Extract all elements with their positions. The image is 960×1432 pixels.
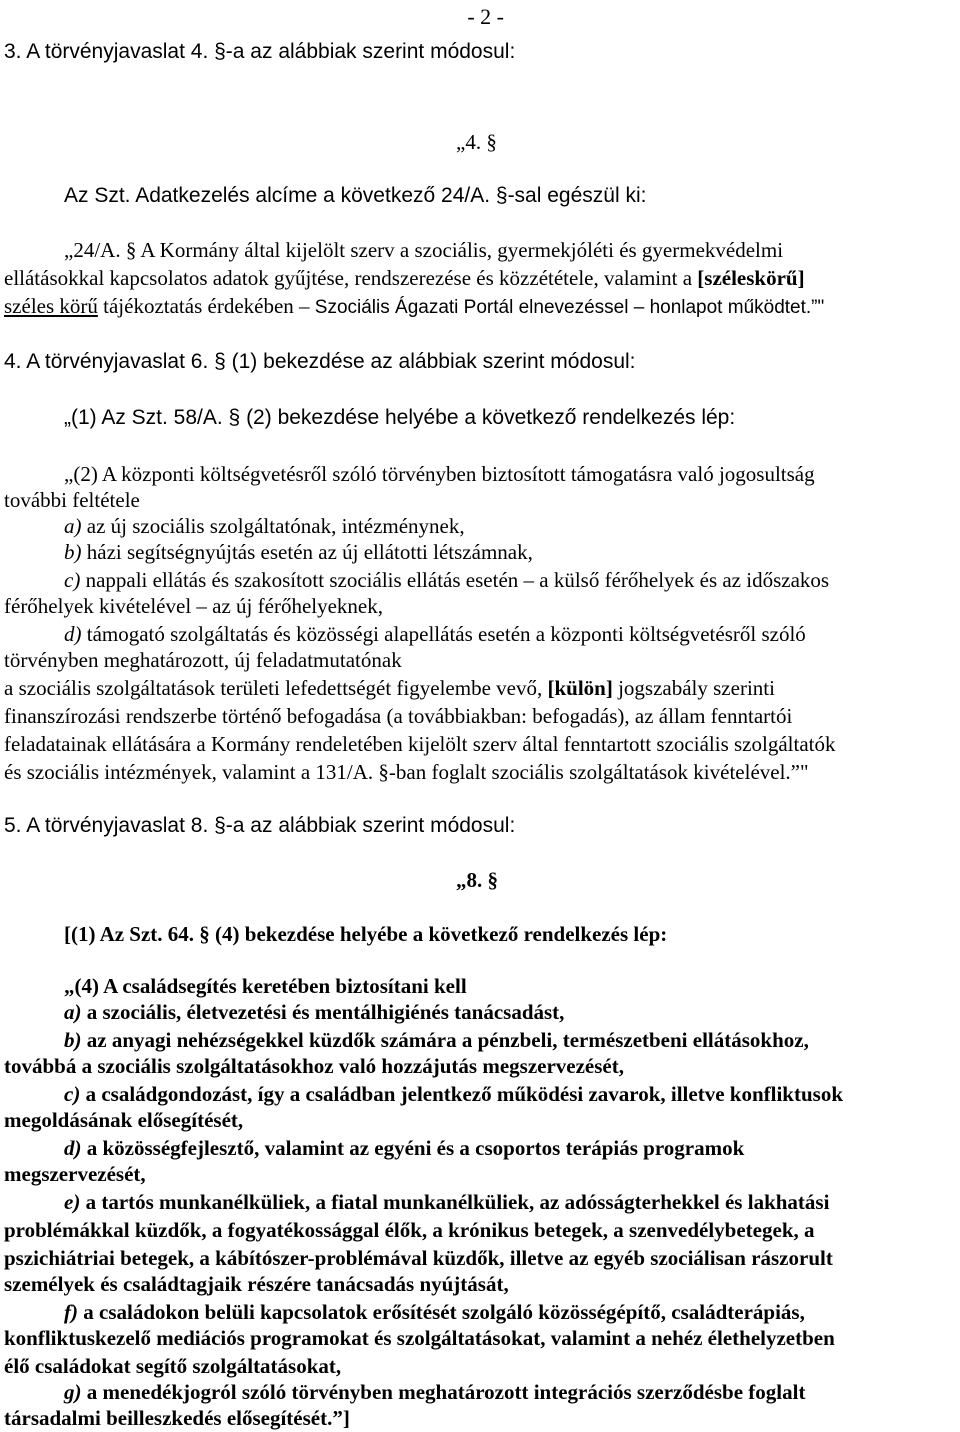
item-5-point-e-cont-2: pszichiátriai betegek, a kábítószer-problémával küzdők, illetve az egyéb szociálisan rászorult	[4, 1246, 833, 1270]
item-4-main-line-2: finanszírozási rendszerbe történő befogadása (a továbbiakban: befogadás), az állam fenntartói	[4, 704, 793, 728]
item-4-point-d-cont: törvényben meghatározott, új feladatmutatónak	[4, 648, 402, 672]
item-5-point-f: f) a családokon belüli kapcsolatok erősítését szolgáló közösségépítő, családterápiás,	[64, 1300, 805, 1324]
item-3-section-mark: „4. §	[456, 130, 497, 154]
item-4-point-a: a) az új szociális szolgáltatónak, intézménynek,	[64, 514, 465, 538]
item-3-paragraph-line-3: széles körű tájékoztatás érdekében – Szociális Ágazati Portál elnevezéssel – honlapot működtet.”"	[4, 294, 825, 318]
page-number: - 2 -	[467, 4, 504, 29]
item-4-point-d: d) támogató szolgáltatás és közösségi alapellátás esetén a központi költségvetésről szóló	[64, 622, 806, 646]
item-5-line-1: „(4) A családsegítés keretében biztosítani kell	[64, 974, 467, 998]
item-5-point-b: b) az anyagi nehézségekkel küzdők számára a pénzbeli, természetbeni ellátásokhoz,	[64, 1028, 809, 1052]
item-5-point-f-cont-2: élő családokat segítő szolgáltatásokat,	[4, 1354, 342, 1378]
item-4-line-2: további feltétele	[4, 488, 140, 512]
item-5-point-c-cont: megoldásának elősegítését,	[4, 1108, 244, 1132]
item-5-point-c: c) a családgondozást, így a családban jelentkező működési zavarok, illetve konfliktusok	[64, 1082, 844, 1106]
item-4-point-c-cont: férőhelyek kivételével – az új férőhelyeknek,	[4, 594, 383, 618]
item-5-point-f-cont-1: konfliktuskezelő mediációs programokat és szolgáltatásokat, valamint a nehéz élethelyzetben	[4, 1326, 835, 1350]
item-3-heading: 3. A törvényjavaslat 4. §-a az alábbiak szerint módosul:	[4, 40, 516, 63]
item-5-point-e: e) a tartós munkanélküliek, a fiatal munkanélküliek, az adósságterhekkel és lakhatási	[64, 1190, 830, 1214]
item-4-quote: „(1) Az Szt. 58/A. § (2) bekezdése helyébe a következő rendelkezés lép:	[64, 406, 736, 429]
item-4-main-line-3: feladatainak ellátására a Kormány rendeletében kijelölt szerv által fenntartott szociális szolgáltatók	[4, 732, 836, 756]
item-5-point-g: g) a menedékjogról szóló törvényben meghatározott integrációs szerződésbe foglalt	[64, 1380, 806, 1404]
item-5-point-a: a) a szociális, életvezetési és mentálhigiénés tanácsadást,	[64, 1000, 565, 1024]
item-3-intro: Az Szt. Adatkezelés alcíme a következő 24/A. §-sal egészül ki:	[64, 184, 647, 207]
item-5-bracket-start: [(1) Az Szt. 64. § (4) bekezdése helyébe a következő rendelkezés lép:	[64, 922, 668, 946]
item-3-paragraph-line-1: „24/A. § A Kormány által kijelölt szerv a szociális, gyermekjóléti és gyermekvédelmi	[64, 238, 784, 262]
item-5-section-mark: „8. §	[456, 868, 498, 892]
item-4-heading: 4. A törvényjavaslat 6. § (1) bekezdése az alábbiak szerint módosul:	[4, 350, 636, 373]
item-4-point-b: b) házi segítségnyújtás esetén az új ellátotti létszámnak,	[64, 540, 533, 564]
item-5-point-d-cont: megszervezését,	[4, 1162, 146, 1186]
item-5-point-d: d) a közösségfejlesztő, valamint az egyéni és a csoportos terápiás programok	[64, 1136, 745, 1160]
item-4-main-line-1: a szociális szolgáltatások területi lefedettségét figyelembe vevő, [külön] jogszabály szerinti	[4, 676, 775, 700]
item-4-point-c: c) nappali ellátás és szakosított szociális ellátás esetén – a külső férőhelyek és az időszakos	[64, 568, 830, 592]
item-4-main-line-4: és szociális intézmények, valamint a 131/A. §-ban foglalt szociális szolgáltatások kivételével.”"	[4, 760, 809, 784]
item-4-line-1: „(2) A központi költségvetésről szóló törvényben biztosított támogatásra való jogosultság	[64, 462, 815, 486]
item-5-heading: 5. A törvényjavaslat 8. §-a az alábbiak szerint módosul:	[4, 814, 516, 837]
item-3-paragraph-line-2: ellátásokkal kapcsolatos adatok gyűjtése, rendszerezése és közzététele, valamint a [széleskörű]	[4, 266, 805, 290]
item-5-point-e-cont-1: problémákkal küzdők, a fogyatékossággal élők, a krónikus betegek, a szenvedélybetegek, a	[4, 1218, 815, 1242]
item-5-point-g-cont: társadalmi beilleszkedés elősegítését.”]	[4, 1406, 350, 1430]
item-5-point-e-cont-3: személyek és családtagjaik részére tanácsadás nyújtását,	[4, 1272, 509, 1296]
item-5-point-b-cont: továbbá a szociális szolgáltatásokhoz való hozzájutás megszervezését,	[4, 1054, 624, 1078]
